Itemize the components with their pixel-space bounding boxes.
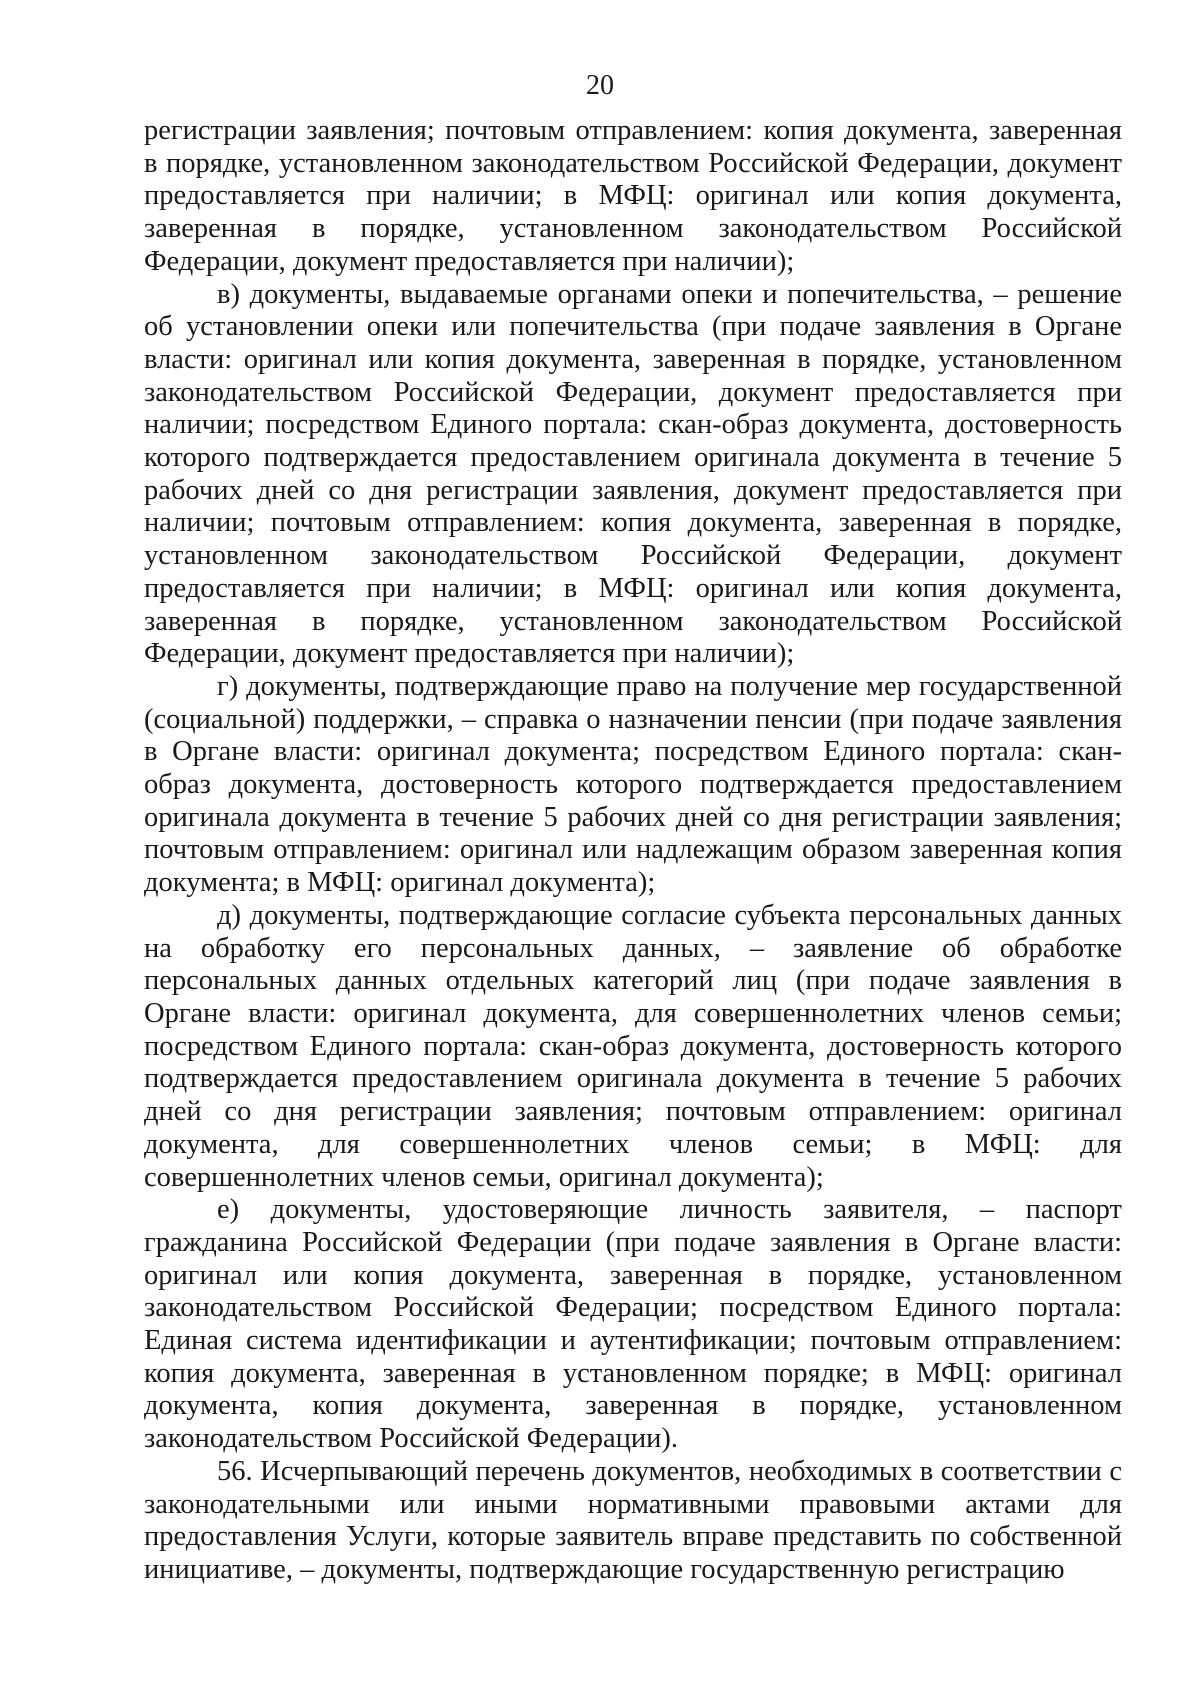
paragraph-clause-56: 56. Исчерпывающий перечень документов, необходимых в соответствии с законодательными или иными нормативными правовыми актами для предоставления Услуги, которые заявитель вправе представить по собственной инициативе, – документы, подтверждающие государственную регистрацию (144, 1455, 1122, 1585)
paragraph-item-v: в) документы, выдаваемые органами опеки и попечительства, – решение об установлении опеки или попечительства (при подаче заявления в Органе власти: оригинал или копия документа, заверенная в порядке, установленном законодательством Российской Федерации, документ предоставляется при наличии; посредством Единого портала: скан-образ документа, достоверность которого подтверждается предоставлением оригинала документа в течение 5 рабочих дней со дня регистрации заявления, документ предоставляется при наличии; почтовым отправлением: копия документа, заверенная в порядке, установленном законодательством Российской Федерации, документ предоставляется при наличии; в МФЦ: оригинал или копия документа, заверенная в порядке, установленном законодательством Российской Федерации, документ предоставляется при наличии); (144, 278, 1122, 670)
document-body (144, 115, 1122, 1587)
paragraph-continuation: регистрации заявления; почтовым отправлением: копия документа, заверенная в порядке, установленном законодательством Российской Федерации, документ предоставляется при наличии; в МФЦ: оригинал или копия документа, заверенная в порядке, установленном законодательством Российской Федерации, документ предоставляется при наличии); (144, 115, 1122, 277)
paragraph-item-d: д) документы, подтверждающие согласие субъекта персональных данных на обработку его персональных данных, – заявление об обработке персональных данных отдельных категорий лиц (при подаче заявления в Органе власти: оригинал документа, для совершеннолетних членов семьи; посредством Единого портала: скан-образ документа, достоверность которого подтверждается предоставлением оригинала документа в течение 5 рабочих дней со дня регистрации заявления; почтовым отправлением: оригинал документа, для совершеннолетних членов семьи; в МФЦ: для совершеннолетних членов семьи, оригинал документа); (144, 899, 1122, 1193)
page-number: 20 (586, 70, 614, 101)
paragraph-item-e: е) документы, удостоверяющие личность заявителя, – паспорт гражданина Российской Федерации (при подаче заявления в Органе власти: оригинал или копия документа, заверенная в порядке, установленном законодательством Российской Федерации; посредством Единого портала: Единая система идентификации и аутентификации; почтовым отправлением: копия документа, заверенная в установленном порядке; в МФЦ: оригинал документа, копия документа, заверенная в порядке, установленном законодательством Российской Федерации). (144, 1194, 1122, 1455)
paragraph-item-g: г) документы, подтверждающие право на получение мер государственной (социальной) поддержки, – справка о назначении пенсии (при подаче заявления в Органе власти: оригинал документа; посредством Единого портала: скан-образ документа, достоверность которого подтверждается предоставлением оригинала документа в течение 5 рабочих дней со дня регистрации заявления; почтовым отправлением: оригинал или надлежащим образом заверенная копия документа; в МФЦ: оригинал документа); (144, 670, 1122, 899)
